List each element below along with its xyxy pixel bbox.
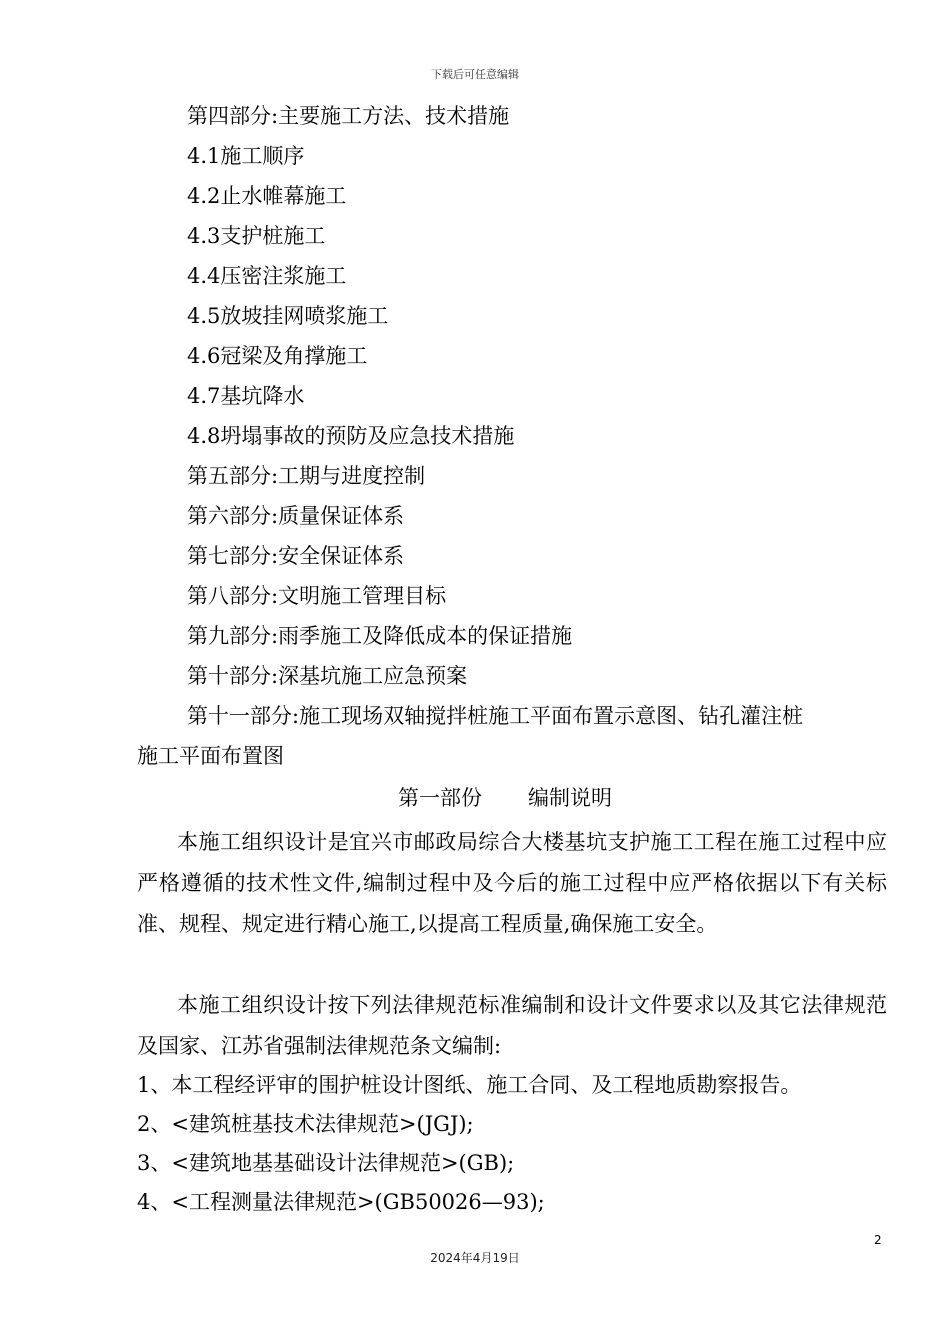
toc-item: 4.8坍塌事故的预防及应急技术措施	[187, 424, 515, 448]
reference-list	[137, 1066, 897, 1222]
page-footer-date: 2024年4月19日	[430, 1251, 520, 1265]
section-heading	[0, 778, 950, 818]
toc-item: 第八部分:文明施工管理目标	[187, 584, 447, 608]
toc-item: 4.1施工顺序	[187, 144, 305, 168]
toc-item: 第七部分:安全保证体系	[187, 544, 405, 568]
toc-item: 第十一部分:施工现场双轴搅拌桩施工平面布置示意图、钻孔灌注桩	[187, 704, 804, 728]
toc-item: 4.3支护桩施工	[187, 224, 326, 248]
list-item: 3、<建筑地基基础设计法律规范>(GB);	[137, 1151, 515, 1175]
list-item: 2、<建筑桩基技术法律规范>(JGJ);	[137, 1112, 474, 1136]
toc-item: 4.7基坑降水	[187, 384, 305, 408]
toc-item: 第四部分:主要施工方法、技术措施	[187, 104, 510, 128]
table-of-contents	[187, 96, 907, 736]
section-title: 编制说明	[528, 786, 612, 810]
paragraph: 本施工组织设计是宜兴市邮政局综合大楼基坑支护施工工程在施工过程中应严格遵循的技术性文件,编制过程中及今后的施工过程中应严格依据以下有关标准、规程、规定进行精心施工,以提高工程质量,确保施工安全。	[137, 830, 887, 936]
toc-item: 4.6冠梁及角撑施工	[187, 344, 368, 368]
paragraph: 本施工组织设计按下列法律规范标准编制和设计文件要求以及其它法律规范及国家、江苏省强制法律规范条文编制:	[137, 993, 887, 1058]
page-number: 2	[874, 1233, 882, 1247]
toc-item: 第六部分:质量保证体系	[187, 504, 405, 528]
section-number: 第一部份	[398, 786, 482, 810]
toc-item: 4.2止水帷幕施工	[187, 184, 347, 208]
page-header: 下载后可任意编辑	[431, 68, 519, 81]
toc-item: 第五部分:工期与进度控制	[187, 464, 426, 488]
toc-item: 4.5放坡挂网喷浆施工	[187, 304, 389, 328]
list-item: 4、<工程测量法律规范>(GB50026—93);	[137, 1190, 545, 1214]
list-item: 1、本工程经评审的围护桩设计图纸、施工合同、及工程地质勘察报告。	[137, 1073, 802, 1097]
toc-item: 第九部分:雨季施工及降低成本的保证措施	[187, 624, 573, 648]
toc-item: 第十部分:深基坑施工应急预案	[187, 664, 468, 688]
toc-item-continuation: 施工平面布置图	[137, 744, 284, 768]
toc-item: 4.4压密注浆施工	[187, 264, 347, 288]
